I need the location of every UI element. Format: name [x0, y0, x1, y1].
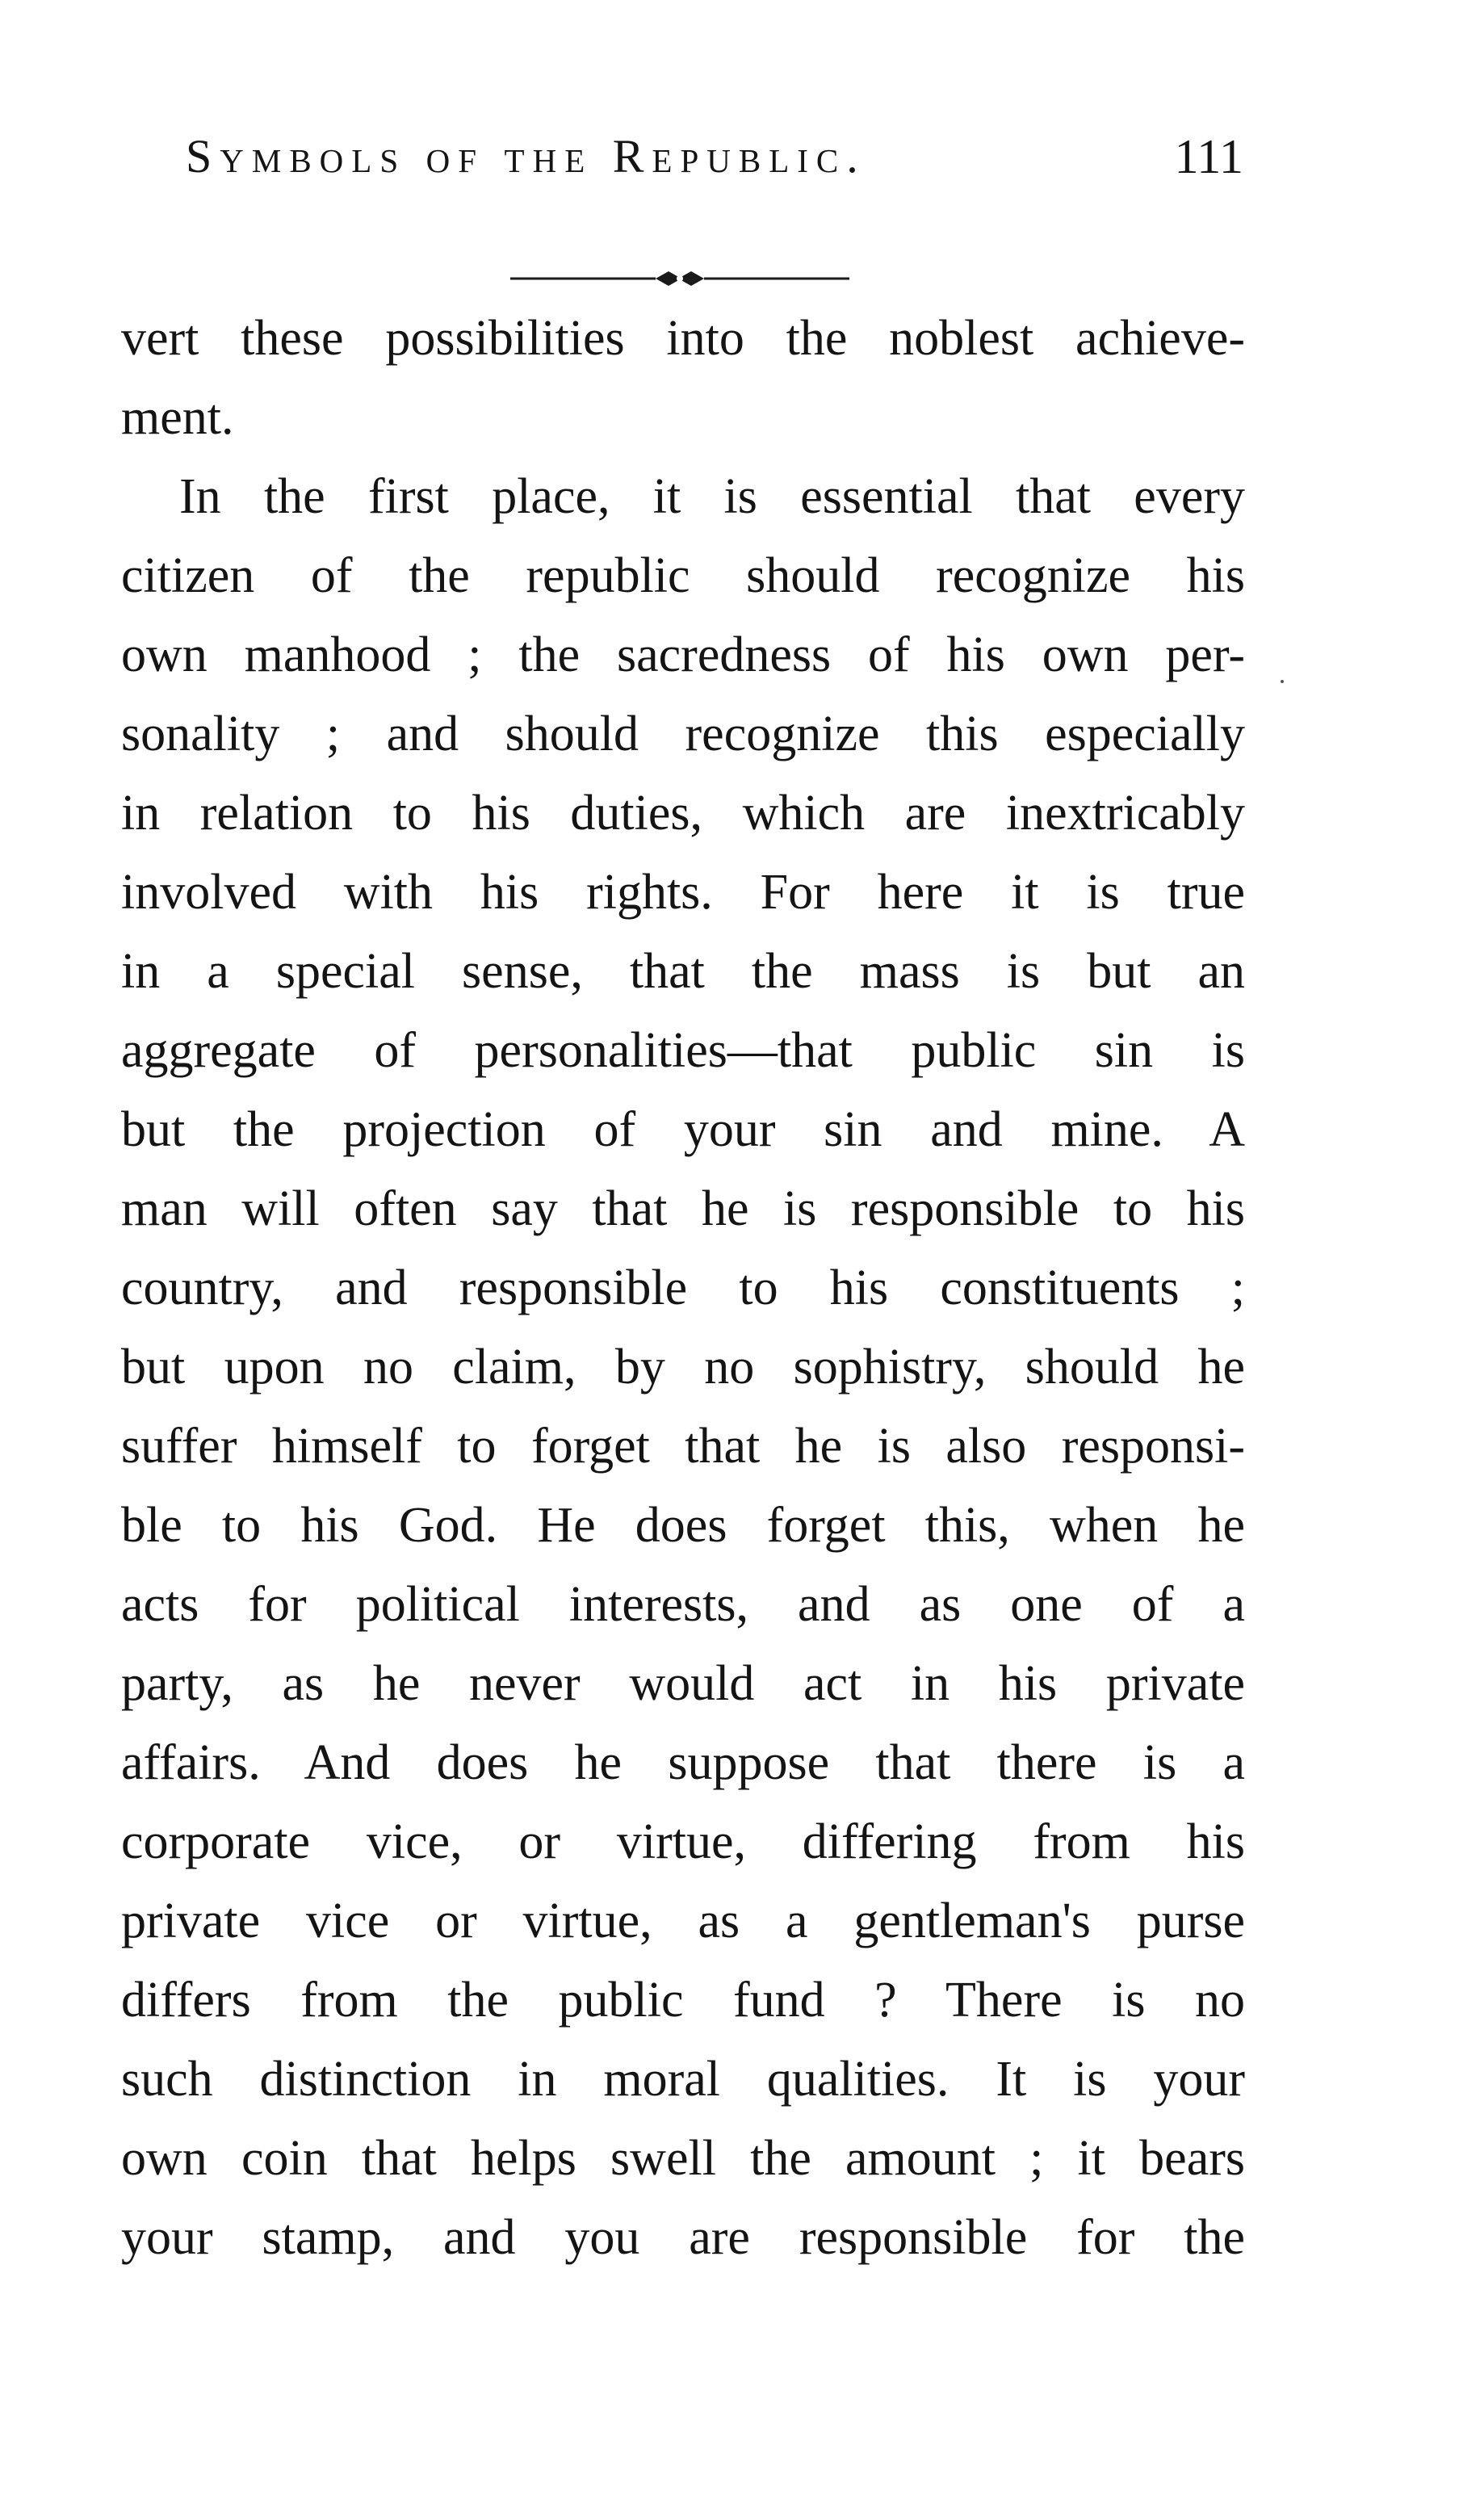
paper-speck: [1281, 680, 1284, 683]
text-line: but upon no claim, by no sophistry, should he: [121, 1340, 1245, 1394]
text-line: corporate vice, or virtue, differing from his: [121, 1814, 1245, 1869]
text-line: In the first place, it is essential that every: [179, 469, 1245, 524]
running-head: [121, 129, 1243, 194]
text-line: suffer himself to forget that he is also responsi-: [121, 1419, 1245, 1474]
text-line: own manhood ; the sacredness of his own per-: [121, 627, 1245, 682]
text-line: own coin that helps swell the amount ; it bears: [121, 2131, 1245, 2186]
text-line: aggregate of personalities—that public sin is: [121, 1023, 1245, 1078]
text-line: your stamp, and you are responsible for the: [121, 2210, 1245, 2265]
text-line: private vice or virtue, as a gentleman's purse: [121, 1894, 1245, 1948]
running-head-title: Symbols of the Republic.: [186, 130, 866, 182]
text-line: country, and responsible to his constituents ;: [121, 1260, 1245, 1315]
text-line: affairs. And does he suppose that there is a: [121, 1735, 1245, 1790]
text-line: in relation to his duties, which are inextricably: [121, 786, 1245, 841]
text-line: party, as he never would act in his private: [121, 1656, 1245, 1711]
body-text: [121, 299, 1245, 2277]
ornamental-rule-icon: [510, 266, 849, 291]
text-line: vert these possibilities into the noblest achieve-: [121, 311, 1245, 366]
text-line: man will often say that he is responsible to his: [121, 1181, 1245, 1236]
text-line: citizen of the republic should recognize his: [121, 548, 1245, 603]
text-line: differs from the public fund ? There is no: [121, 1973, 1245, 2028]
text-line: but the projection of your sin and mine. A: [121, 1102, 1245, 1157]
text-line: such distinction in moral qualities. It is your: [121, 2052, 1245, 2107]
text-line: in a special sense, that the mass is but an: [121, 944, 1245, 999]
text-line: ble to his God. He does forget this, when he: [121, 1498, 1245, 1553]
text-line: ment.: [121, 390, 234, 445]
text-line: involved with his rights. For here it is true: [121, 865, 1245, 920]
page-number: 111: [1174, 130, 1243, 183]
text-line: sonality ; and should recognize this especially: [121, 707, 1245, 761]
text-line: acts for political interests, and as one of a: [121, 1577, 1245, 1632]
